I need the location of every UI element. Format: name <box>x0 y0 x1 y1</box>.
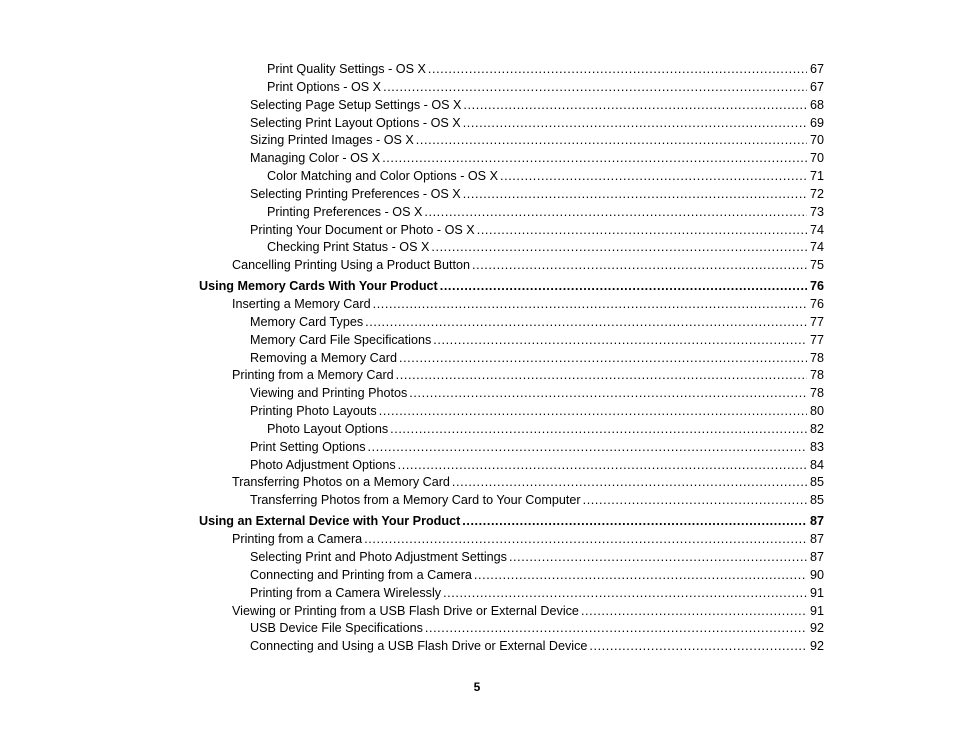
toc-entry-title: Printing Your Document or Photo - OS X <box>250 223 475 237</box>
dot-leader <box>463 114 807 132</box>
dot-leader <box>409 384 807 402</box>
toc-entry-page: 77 <box>809 333 824 347</box>
toc-entry-title: Viewing or Printing from a USB Flash Drive or External Device <box>232 604 579 618</box>
toc-chapter-entry[interactable] <box>199 512 824 530</box>
toc-entry-title: Removing a Memory Card <box>250 351 397 365</box>
toc-entry-page: 85 <box>809 493 824 507</box>
toc-entry[interactable] <box>250 384 824 402</box>
toc-entry-page: 76 <box>809 297 824 311</box>
toc-entry-page: 76 <box>809 279 824 293</box>
dot-leader <box>383 78 807 96</box>
toc-entry-page: 85 <box>809 475 824 489</box>
toc-entry-title: Printing from a Memory Card <box>232 368 394 382</box>
dot-leader <box>368 438 807 456</box>
toc-entry-page: 78 <box>809 368 824 382</box>
toc-entry-page: 67 <box>809 62 824 76</box>
toc-entry-page: 78 <box>809 386 824 400</box>
toc-entry-page: 82 <box>809 422 824 436</box>
toc-entry-title: Print Quality Settings - OS X <box>267 62 426 76</box>
toc-entry[interactable] <box>250 185 824 203</box>
dot-leader <box>390 420 807 438</box>
toc-entry-title: Photo Adjustment Options <box>250 458 396 472</box>
dot-leader <box>431 238 807 256</box>
dot-leader <box>440 277 807 295</box>
dot-leader <box>581 602 807 620</box>
toc-chapter-entry[interactable] <box>199 277 824 295</box>
toc-entry[interactable] <box>250 114 824 132</box>
toc-entry[interactable] <box>250 402 824 420</box>
toc-entry-page: 72 <box>809 187 824 201</box>
toc-entry[interactable] <box>250 96 824 114</box>
dot-leader <box>462 512 807 530</box>
toc-entry-title: Selecting Print Layout Options - OS X <box>250 116 461 130</box>
toc-entry-page: 70 <box>809 151 824 165</box>
toc-entry[interactable] <box>250 438 824 456</box>
dot-leader <box>398 456 807 474</box>
dot-leader <box>443 584 807 602</box>
dot-leader <box>500 167 807 185</box>
toc-entry-title: Memory Card Types <box>250 315 364 329</box>
toc-entry-page: 91 <box>809 586 824 600</box>
toc-entry-page: 91 <box>809 604 824 618</box>
dot-leader <box>425 619 807 637</box>
toc-entry-title: Color Matching and Color Options - OS X <box>267 169 498 183</box>
toc-entry[interactable] <box>232 473 824 491</box>
toc-entry-title: Transferring Photos from a Memory Card to Your Computer <box>250 493 581 507</box>
toc-entry-page: 73 <box>809 205 824 219</box>
toc-entry-page: 80 <box>809 404 824 418</box>
toc-entry[interactable] <box>250 619 824 637</box>
toc-entry-page: 68 <box>809 98 824 112</box>
toc-entry-page: 87 <box>809 532 824 546</box>
page-number: 5 <box>473 680 481 694</box>
toc-entry-page: 90 <box>809 568 824 582</box>
toc-entry-title: Connecting and Using a USB Flash Drive or External Device <box>250 639 588 653</box>
toc-entry-title: USB Device File Specifications <box>250 621 423 635</box>
toc-entry[interactable] <box>250 491 824 509</box>
toc-entry-page: 74 <box>809 223 824 237</box>
dot-leader <box>396 366 807 384</box>
toc-entry-title: Sizing Printed Images - OS X <box>250 133 414 147</box>
toc-entry-page: 78 <box>809 351 824 365</box>
dot-leader <box>463 96 807 114</box>
toc-entry-page: 83 <box>809 440 824 454</box>
toc-entry-page: 77 <box>809 315 824 329</box>
toc-entry[interactable] <box>267 203 824 221</box>
toc-entry[interactable] <box>250 221 824 239</box>
toc-entry[interactable] <box>267 78 824 96</box>
toc-entry-title: Connecting and Printing from a Camera <box>250 568 472 582</box>
dot-leader <box>365 313 807 331</box>
toc-entry[interactable] <box>267 238 824 256</box>
toc-entry-title: Selecting Printing Preferences - OS X <box>250 187 461 201</box>
dot-leader <box>399 349 807 367</box>
toc-entry[interactable] <box>232 602 824 620</box>
toc-entry-title: Inserting a Memory Card <box>232 297 371 311</box>
dot-leader <box>463 185 807 203</box>
toc-entry-title: Managing Color - OS X <box>250 151 381 165</box>
toc-entry[interactable] <box>232 530 824 548</box>
toc-entry-page: 67 <box>809 80 824 94</box>
toc-entry[interactable] <box>250 637 824 655</box>
toc-entry[interactable] <box>250 548 824 566</box>
toc-entry-page: 75 <box>809 258 824 272</box>
toc-entry[interactable] <box>250 149 824 167</box>
toc-entry-page: 84 <box>809 458 824 472</box>
toc-entry-title: Selecting Print and Photo Adjustment Settings <box>250 550 507 564</box>
dot-leader <box>364 530 807 548</box>
dot-leader <box>416 131 807 149</box>
toc-entry-title: Selecting Page Setup Settings - OS X <box>250 98 462 112</box>
toc-entry[interactable] <box>250 331 824 349</box>
toc-entry-title: Checking Print Status - OS X <box>267 240 430 254</box>
toc-entry-title: Using Memory Cards With Your Product <box>199 279 438 293</box>
toc-entry-title: Print Options - OS X <box>267 80 382 94</box>
toc-entry-title: Viewing and Printing Photos <box>250 386 408 400</box>
toc-entry[interactable] <box>250 566 824 584</box>
toc-entry-title: Transferring Photos on a Memory Card <box>232 475 450 489</box>
toc-entry[interactable] <box>232 366 824 384</box>
toc-entry-title: Printing Preferences - OS X <box>267 205 423 219</box>
toc-entry[interactable] <box>250 349 824 367</box>
toc-entry-title: Print Setting Options <box>250 440 366 454</box>
dot-leader <box>583 491 807 509</box>
dot-leader <box>379 402 807 420</box>
toc-entry[interactable] <box>267 420 824 438</box>
toc-entry-page: 92 <box>809 639 824 653</box>
toc-entry-page: 74 <box>809 240 824 254</box>
toc-entry-title: Printing from a Camera Wirelessly <box>250 586 442 600</box>
toc-entry[interactable] <box>250 584 824 602</box>
dot-leader <box>424 203 807 221</box>
toc-entry-page: 92 <box>809 621 824 635</box>
toc-entry-title: Memory Card File Specifications <box>250 333 432 347</box>
toc-entry-page: 87 <box>809 514 824 528</box>
toc-entry[interactable] <box>232 295 824 313</box>
dot-leader <box>477 221 807 239</box>
toc-entry[interactable] <box>232 256 824 274</box>
dot-leader <box>509 548 807 566</box>
toc-entry-page: 69 <box>809 116 824 130</box>
dot-leader <box>589 637 807 655</box>
toc-entry[interactable] <box>267 167 824 185</box>
toc-entry-title: Printing from a Camera <box>232 532 363 546</box>
dot-leader <box>433 331 807 349</box>
toc-entry[interactable] <box>250 456 824 474</box>
toc-entry-title: Using an External Device with Your Product <box>199 514 461 528</box>
dot-leader <box>452 473 807 491</box>
dot-leader <box>382 149 807 167</box>
toc-entry-page: 87 <box>809 550 824 564</box>
toc-entry[interactable] <box>267 60 824 78</box>
dot-leader <box>373 295 807 313</box>
toc-entry-title: Printing Photo Layouts <box>250 404 377 418</box>
toc-entry-title: Cancelling Printing Using a Product Button <box>232 258 471 272</box>
toc-entry[interactable] <box>250 313 824 331</box>
toc-entry-page: 71 <box>809 169 824 183</box>
dot-leader <box>428 60 807 78</box>
dot-leader <box>474 566 807 584</box>
toc-entry[interactable] <box>250 131 824 149</box>
toc-entry-page: 70 <box>809 133 824 147</box>
dot-leader <box>472 256 807 274</box>
toc-entry-title: Photo Layout Options <box>267 422 389 436</box>
